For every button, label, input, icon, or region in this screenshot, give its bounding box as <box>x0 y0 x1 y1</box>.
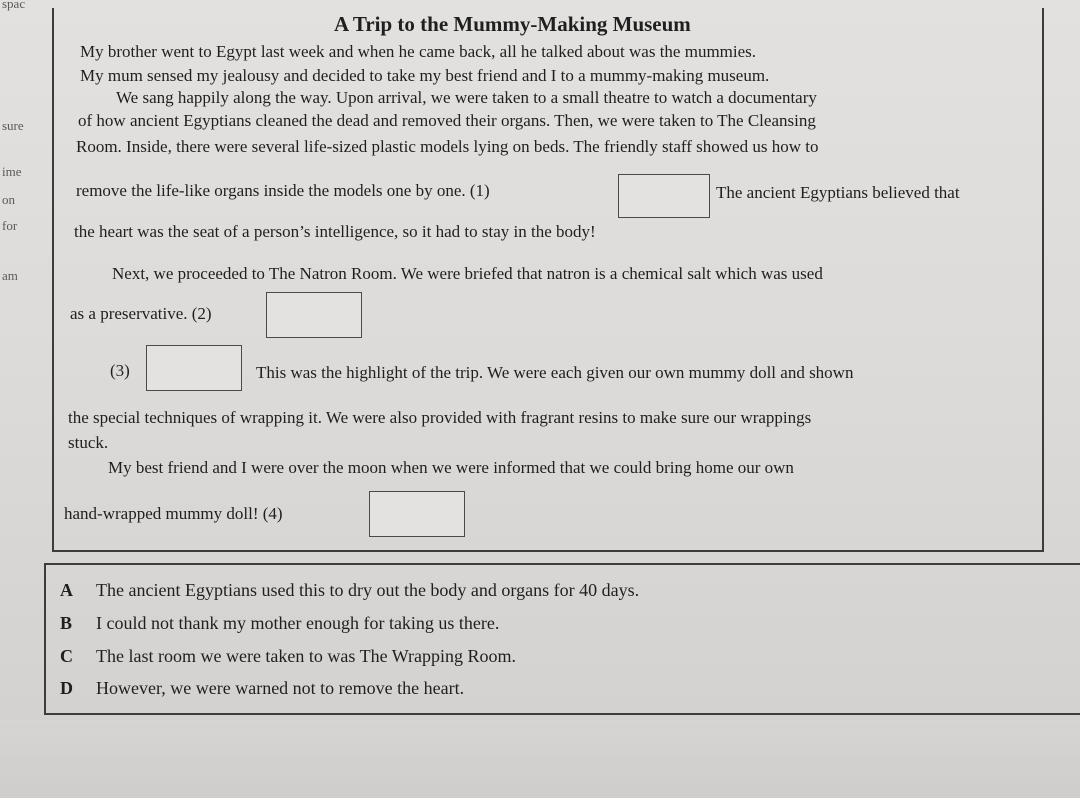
passage-line: remove the life-like organs inside the models one by one. (1) <box>76 181 490 200</box>
option-letter: B <box>60 613 73 633</box>
option-d[interactable] <box>60 678 464 699</box>
passage-line: of how ancient Egyptians cleaned the dead and removed their organs. Then, we were taken to The Cleansing <box>78 111 816 130</box>
previous-page-margin <box>0 0 52 560</box>
margin-fragment: on <box>2 192 15 207</box>
margin-fragment: am <box>2 268 18 283</box>
passage-line: the heart was the seat of a person’s intelligence, so it had to stay in the body! <box>74 222 596 241</box>
passage-line: hand-wrapped mummy doll! (4) <box>64 504 283 523</box>
passage-line: My brother went to Egypt last week and when he came back, all he talked about was the mummies. <box>80 42 757 61</box>
option-text: The ancient Egyptians used this to dry out the body and organs for 40 days. <box>96 580 640 600</box>
option-a[interactable] <box>60 580 639 601</box>
answer-box-1[interactable] <box>618 174 710 218</box>
passage-line: My best friend and I were over the moon when we were informed that we could bring home our own <box>108 458 794 477</box>
blank-page-bottom <box>0 720 1080 798</box>
passage-line: This was the highlight of the trip. We were each given our own mummy doll and shown <box>256 363 854 382</box>
option-text: I could not thank my mother enough for taking us there. <box>96 613 500 633</box>
margin-fragment: sure <box>2 118 24 133</box>
passage-line: We sang happily along the way. Upon arrival, we were taken to a small theatre to watch a documentary <box>116 88 817 107</box>
margin-fragment: ime <box>2 164 22 179</box>
option-letter: C <box>60 646 73 666</box>
margin-fragment: spac <box>2 0 26 11</box>
passage-line: My mum sensed my jealousy and decided to take my best friend and I to a mummy-making museum. <box>80 66 770 85</box>
passage-line: the special techniques of wrapping it. We were also provided with fragrant resins to make sure our wrappings <box>68 408 812 427</box>
option-letter: A <box>60 580 73 600</box>
answer-box-2[interactable] <box>266 292 362 338</box>
passage-title: A Trip to the Mummy-Making Museum <box>334 12 691 36</box>
passage-line: Room. Inside, there were several life-sized plastic models lying on beds. The friendly staff showed us how to <box>76 137 819 156</box>
passage-line: The ancient Egyptians believed that <box>716 183 960 202</box>
answer-box-4[interactable] <box>369 491 465 537</box>
passage-line: as a preservative. (2) <box>70 304 212 323</box>
option-text: However, we were warned not to remove the heart. <box>96 678 465 698</box>
option-c[interactable] <box>60 646 516 667</box>
option-letter: D <box>60 678 73 698</box>
option-b[interactable] <box>60 613 499 634</box>
margin-fragment: for <box>2 218 18 233</box>
passage-line: stuck. <box>68 433 109 452</box>
passage-line: (3) <box>110 361 130 380</box>
option-text: The last room we were taken to was The Wrapping Room. <box>96 646 517 666</box>
passage-line: Next, we proceeded to The Natron Room. We were briefed that natron is a chemical salt which was used <box>112 264 823 283</box>
answer-box-3[interactable] <box>146 345 242 391</box>
